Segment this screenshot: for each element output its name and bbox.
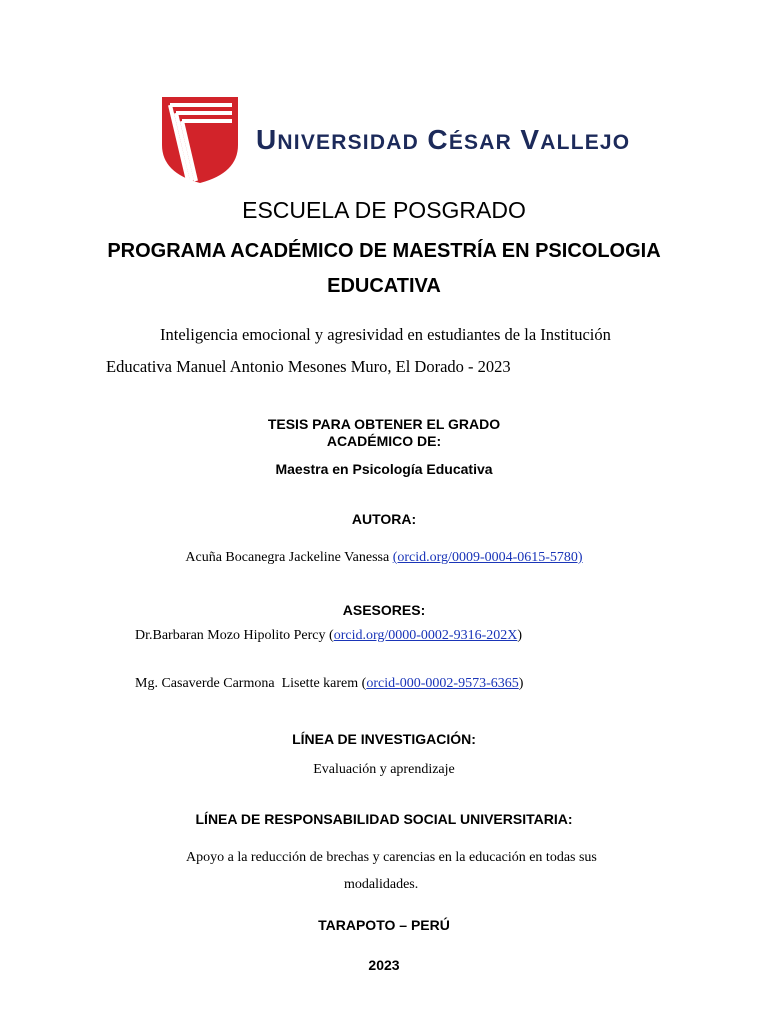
degree-heading-line2: ACADÉMICO DE:: [326, 433, 442, 449]
thesis-title-line2: Educativa Manuel Antonio Mesones Muro, El Dorado - 2023: [106, 357, 511, 376]
year: 2023: [368, 957, 400, 973]
research-line-value: Evaluación y aprendizaje: [313, 762, 455, 777]
degree-name: Maestra en Psicología Educativa: [275, 461, 493, 477]
school-heading: ESCUELA DE POSGRADO: [242, 197, 526, 223]
advisor-2-name: Mg. Casaverde Carmona Lisette karem (: [135, 676, 367, 691]
author-line: [0, 550, 768, 566]
location: TARAPOTO – PERÚ: [318, 917, 450, 933]
social-responsibility-line1: Apoyo a la reducción de brechas y carencias en la educación en todas sus: [186, 850, 597, 865]
program-title-line2: EDUCATIVA: [327, 275, 441, 297]
advisor-2-orcid-link[interactable]: orcid-000-0002-9573-6365: [366, 676, 519, 691]
logo-letter-v: V: [520, 124, 541, 155]
degree-heading-line1: TESIS PARA OBTENER EL GRADO: [267, 416, 501, 432]
advisors-heading: ASESORES:: [342, 602, 426, 618]
logo-word-niversidad: NIVERSIDAD: [277, 131, 419, 154]
advisor-line-1: [135, 628, 522, 644]
author-orcid-link[interactable]: (orcid.org/0009-0004-0615-5780): [392, 550, 583, 565]
university-name-logo: [256, 124, 630, 156]
logo-letter-u: U: [256, 124, 278, 155]
advisor-1-suffix: ): [517, 628, 523, 643]
author-heading: AUTORA:: [351, 511, 417, 527]
advisor-2-suffix: ): [518, 676, 524, 691]
ucv-shield-icon: [160, 95, 240, 185]
logo-word-allejo: ALLEJO: [540, 131, 631, 154]
program-title-line1: PROGRAMA ACADÉMICO DE MAESTRÍA EN PSICOLOGIA: [107, 240, 661, 262]
advisor-1-name: Dr.Barbaran Mozo Hipolito Percy (: [135, 628, 334, 643]
social-responsibility-heading: LÍNEA DE RESPONSABILIDAD SOCIAL UNIVERSITARIA:: [195, 811, 573, 827]
social-responsibility-line2: modalidades.: [344, 877, 419, 892]
thesis-title-line1: Inteligencia emocional y agresividad en estudiantes de la Institución: [160, 325, 611, 344]
logo-word-esar: ÉSAR: [448, 131, 512, 154]
advisor-1-orcid-link[interactable]: orcid.org/0000-0002-9316-202X: [333, 628, 518, 643]
logo-letter-c: C: [427, 124, 449, 155]
author-name: Acuña Bocanegra Jackeline Vanessa: [185, 550, 390, 565]
research-line-heading: LÍNEA DE INVESTIGACIÓN:: [292, 731, 476, 747]
advisor-line-2: [135, 676, 523, 692]
